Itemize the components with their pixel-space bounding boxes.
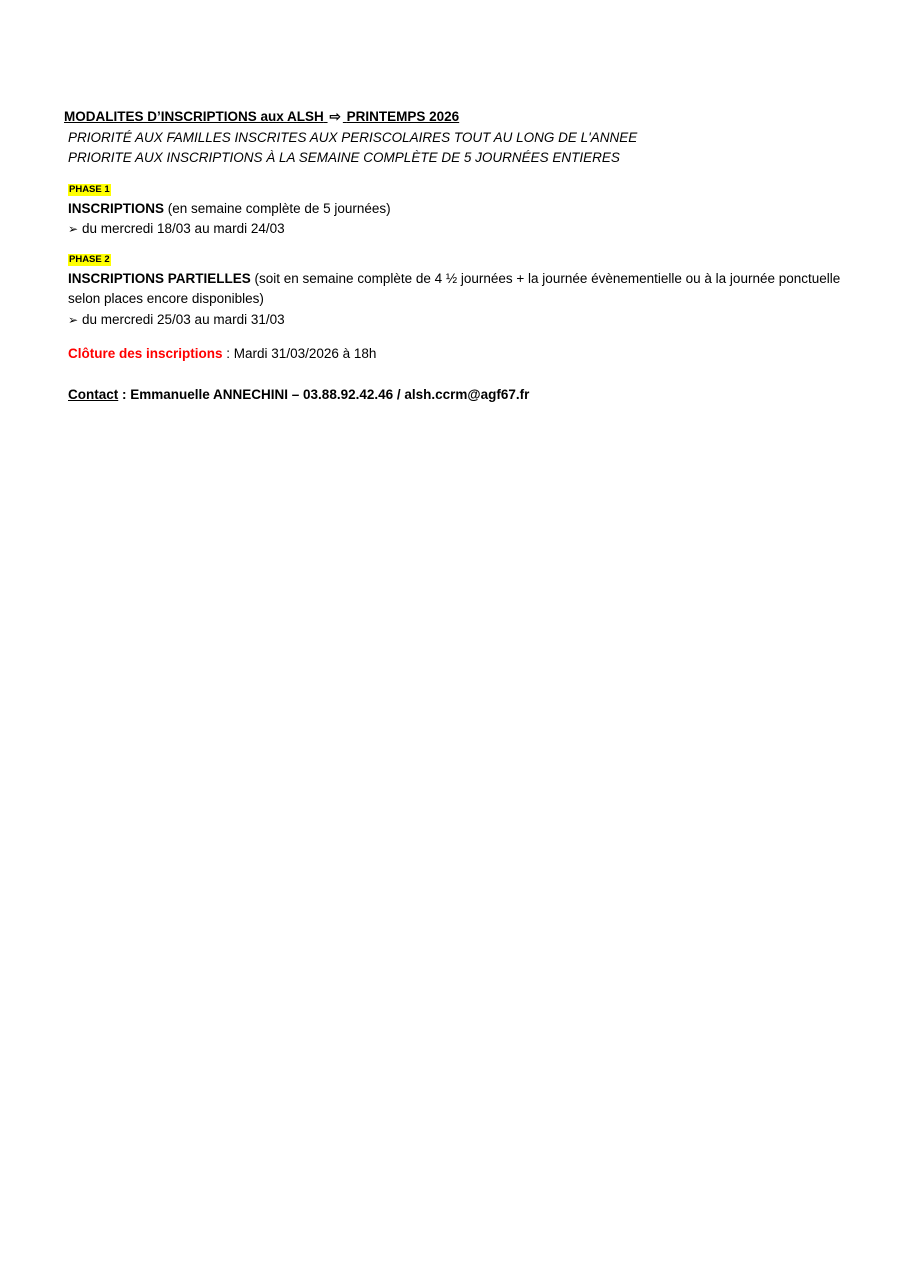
closing-line — [68, 344, 376, 364]
phase-2-dates-line — [68, 310, 285, 330]
phase-2-detail: (soit en semaine complète de 4 ½ journées + la journée évènementielle ou à la journée ponctuelle selon places encore disponibles) — [68, 271, 841, 306]
closing-separator: : — [222, 346, 234, 361]
phase-2-title-line — [68, 269, 848, 309]
phase-1-title: INSCRIPTIONS — [68, 201, 165, 216]
contact-value: : Emmanuelle ANNECHINI – 03.88.92.42.46 / alsh.ccrm@agf67.fr — [118, 387, 530, 402]
phase-2-title: INSCRIPTIONS PARTIELLES — [68, 271, 251, 286]
phase-1-badge: PHASE 1 — [69, 184, 110, 195]
phase-2-dates: du mercredi 25/03 au mardi 31/03 — [82, 312, 285, 327]
title-part-1: MODALITES D’INSCRIPTIONS aux ALSH — [64, 109, 324, 124]
right-arrow-icon: ⇨ — [329, 109, 341, 124]
priority-line-2: PRIORITE AUX INSCRIPTIONS À LA SEMAINE COMPLÈTE DE 5 JOURNÉES ENTIERES — [68, 150, 620, 165]
contact-label: Contact — [68, 387, 119, 402]
contact-line — [68, 385, 529, 405]
arrow-bullet-icon: ➢ — [68, 313, 79, 327]
phase-1-detail: (en semaine complète de 5 journées) — [164, 201, 391, 216]
phase-1-dates-line — [68, 219, 285, 239]
closing-value: Mardi 31/03/2026 à 18h — [233, 346, 377, 361]
phase-2-badge: PHASE 2 — [69, 254, 110, 265]
arrow-bullet-icon: ➢ — [68, 222, 79, 236]
title-part-2: PRINTEMPS 2026 — [346, 109, 460, 124]
priority-line-1: PRIORITÉ AUX FAMILLES INSCRITES AUX PERISCOLAIRES TOUT AU LONG DE L'ANNEE — [68, 130, 638, 145]
phase-1-title-line — [68, 199, 391, 219]
closing-label: Clôture des inscriptions — [68, 346, 223, 361]
document-title — [64, 108, 459, 126]
phase-1-dates: du mercredi 18/03 au mardi 24/03 — [82, 221, 285, 236]
